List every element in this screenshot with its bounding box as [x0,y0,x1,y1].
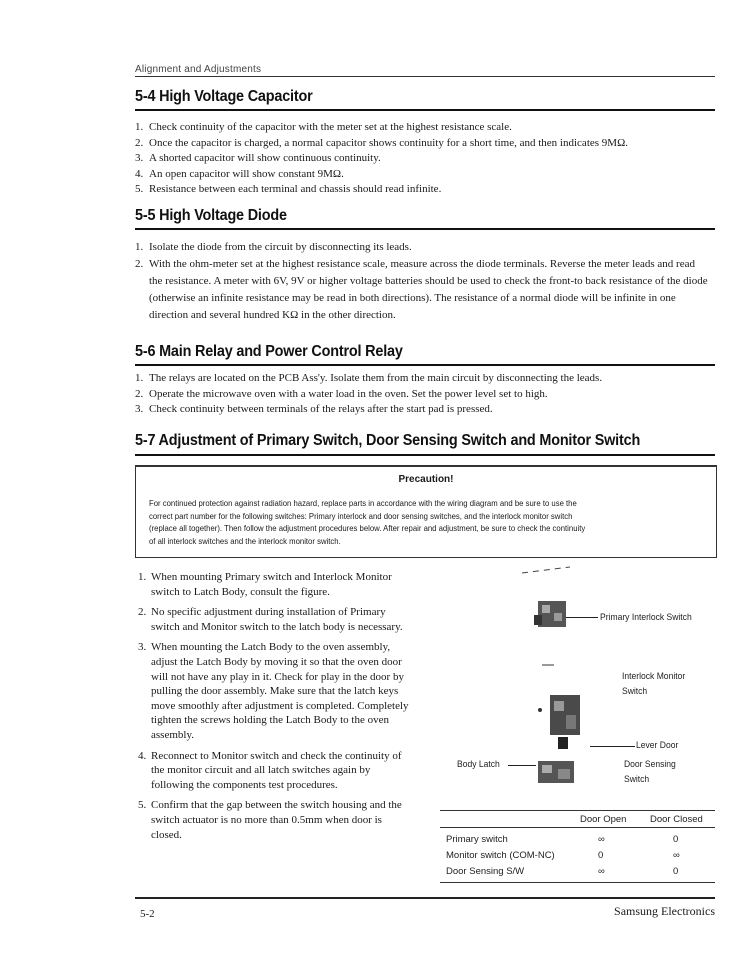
company-name: Samsung Electronics [614,904,715,918]
table-row-label: Monitor switch (COM-NC) [446,850,555,861]
precaution-title: Precaution! [398,474,454,485]
table-rule [440,882,715,883]
list-item: 1. Isolate the diode from the circuit by disconnecting its leads. [135,241,412,253]
section-rule [135,454,715,456]
primary-switch-drawing [534,601,566,627]
section-rule [135,228,715,230]
section-rule [135,109,715,111]
table-cell: 0 [673,866,679,877]
list-item: 2. No specific adjustment during installation of Primary switch and Monitor switch to the latch body is necessary. [138,606,403,633]
footer-rule [135,897,715,899]
table-row-label: Primary switch [446,834,508,845]
table-row-label: Door Sensing S/W [446,866,525,877]
section-title-5-6: 5-6 Main Relay and Power Control Relay [135,343,403,360]
leader-line [508,765,536,766]
label-body-latch: Body Latch [457,759,500,770]
list-item: 4. Reconnect to Monitor switch and check the continuity of the monitor circuit and all latch switches again by following the components test procedures. [138,749,402,791]
monitor-switch-drawing [538,695,580,749]
list-item: 1. When mounting Primary switch and Interlock Monitor switch to Latch Body, consult the figure. [138,571,392,598]
list-item: 3. A shorted capacitor will show continuous continuity. [135,152,381,164]
list-item: 5. Resistance between each terminal and chassis should read infinite. [135,183,442,195]
label-door-sensing-switch: Switch [624,774,650,785]
table-header-door-closed: Door Closed [650,814,703,825]
table-cell: ∞ [598,866,605,877]
table-cell: 0 [598,850,604,861]
list-item: 3. Check continuity between terminals of the relays after the start pad is pressed. [135,403,493,415]
list-5-5 [135,240,710,324]
precaution-text: For continued protection against radiation hazard, replace parts in accordance with the wiring diagram and be sure to use the correct part number for the following switches: Primary interlock and door sensing switches, and the interlock monitor switch (replace all together). Then follow the adjustment procedures below. After repair and adjustment, be sure to check the continuity of all interlock switches and the interlock monitor switch. [149,498,586,546]
table-rule [440,827,715,828]
table-cell: ∞ [598,834,605,845]
list-5-4 [135,120,710,198]
label-lever-door: Lever Door [636,740,679,751]
adjustment-steps [138,570,413,848]
latch-assembly-figure [520,565,600,795]
list-item: 1. The relays are located on the PCB Ass'y. Isolate them from the main circuit by disconnecting the leads. [135,372,603,384]
precaution-box [135,465,717,558]
label-interlock-monitor-switch: Switch [622,686,648,697]
label-primary-interlock-switch: Primary Interlock Switch [600,612,692,623]
leader-line [566,617,598,618]
section-title-5-4: 5-4 High Voltage Capacitor [135,88,313,105]
list-item: 2. Once the capacitor is charged, a normal capacitor shows continuity for a short time, and then indicates 9MΩ. [135,136,628,149]
section-title-5-7: 5-7 Adjustment of Primary Switch, Door Sensing Switch and Monitor Switch [135,432,641,449]
table-cell: ∞ [673,850,680,861]
section-title-5-5: 5-5 High Voltage Diode [135,207,287,224]
list-item: 1. Check continuity of the capacitor with the meter set at the highest resistance scale. [135,121,512,133]
table-cell: 0 [673,834,679,845]
header-rule [135,76,715,77]
list-item: 4. An open capacitor will show constant 9MΩ. [135,167,344,180]
table-header-door-open: Door Open [580,814,627,825]
list-item: 2. Operate the microwave oven with a water load in the oven. Set the power level set to high. [135,387,548,400]
label-interlock-monitor: Interlock Monitor [622,671,686,682]
page-number: 5-2 [140,908,155,920]
table-rule [440,810,715,811]
list-item: 5. Confirm that the gap between the switch housing and the switch actuator is no more than 0.5mm when door is closed. [138,799,402,841]
running-head: Alignment and Adjustments [135,64,262,75]
section-rule [135,364,715,366]
list-5-6 [135,371,710,418]
list-item: 3. When mounting the Latch Body to the oven assembly, adjust the Latch Body by moving it so that the oven door will not have any play in it. Check for play in the door by pulling the door assembly. Make sure that the latch keys move smoothly after adjustment is completed. Completely tighten the screws holding the Latch Body to the oven assembly. [138,641,409,741]
leader-line [590,746,635,747]
list-item: 2. With the ohm-meter set at the highest resistance scale, measure across the diode terminals. Reverse the meter leads and read the resistance. A meter with 6V, 9V or higher voltage batteries should be used to check the front-to back resistance of the diode (otherwise an infinite resistance may be read in both directions). The resistance of a normal diode will be infinite in one direction and several hundred KΩ in the other direction. [135,257,708,321]
door-sensing-switch-drawing [538,761,574,783]
label-door-sensing: Door Sensing [624,759,676,770]
